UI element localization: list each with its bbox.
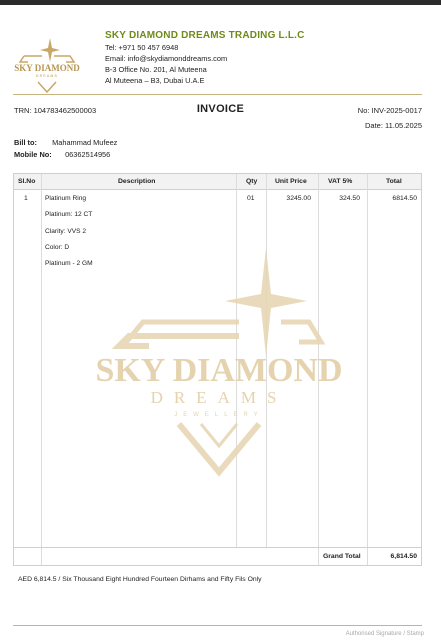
column-divider (367, 174, 368, 565)
watermark-text-tag: JEWELLERY (174, 412, 264, 418)
row-description-line: Platinum - 2 GM (45, 260, 93, 267)
header-description: Description (118, 178, 156, 185)
logo-text-main: SKY DIAMOND (14, 63, 80, 73)
row-description-line: Color: D (45, 244, 70, 251)
logo-text-sub: DREAMS (35, 74, 59, 78)
row-vat: 324.50 (339, 195, 360, 202)
header-vat: VAT 5% (328, 178, 353, 185)
company-address-line2: Al Muteena – B3, Dubai U.A.E (105, 76, 205, 85)
row-description-line: Platinum Ring (45, 195, 87, 202)
company-logo (14, 36, 80, 96)
invoice-title: INVOICE (196, 103, 245, 115)
trn-number: TRN: 104783462500003 (14, 106, 97, 115)
table-header (14, 174, 421, 190)
grand-total-value: 6,814.50 (390, 553, 417, 560)
row-total: 6814.50 (392, 195, 417, 202)
watermark-text-main: SKY DIAMOND (95, 352, 343, 389)
grand-total-row (14, 547, 421, 565)
mobile (14, 150, 110, 159)
footer-divider (13, 625, 422, 626)
row-unit-price: 3245.00 (286, 195, 311, 202)
invoice-number: No: INV-2025-0017 (357, 106, 422, 115)
row-description-line: Platinum: 12 CT (45, 211, 93, 218)
signature-label: Authorised Signature / Stamp (345, 631, 424, 637)
watermark-text-sub: DREAMS (150, 388, 288, 407)
row-qty: 01 (247, 195, 255, 202)
header-total: Total (386, 178, 402, 185)
company-name: SKY DIAMOND DREAMS TRADING L.L.C (105, 30, 305, 41)
column-divider (41, 174, 42, 565)
mobile-label: Mobile No: (14, 150, 52, 159)
company-address-line1: B-3 Office No. 201, Al Muteena (105, 65, 207, 74)
watermark-logo (95, 246, 343, 476)
top-bar (0, 0, 441, 5)
header-divider (13, 94, 422, 95)
mobile-value: 06362514956 (65, 150, 111, 159)
row-slno: 1 (24, 195, 28, 202)
header-qty: Qty (246, 178, 258, 185)
invoice-date: Date: 11.05.2025 (365, 121, 422, 130)
bill-to-value: Mahammad Mufeez (52, 138, 118, 147)
bill-to (14, 138, 117, 147)
items-table (13, 173, 422, 566)
company-tel: Tel: +971 50 457 6948 (105, 43, 179, 52)
header-unit-price: Unit Price (275, 178, 307, 185)
header-slno: Sl.No (18, 178, 36, 185)
grand-total-label: Grand Total (323, 553, 361, 560)
bill-to-label: Bill to: (14, 138, 37, 147)
company-email: Email: info@skydiamonddreams.com (105, 54, 228, 63)
row-description-line: Clarity: VVS 2 (45, 228, 87, 235)
amount-in-words: AED 6,814.5 / Six Thousand Eight Hundred Fourteen Dirhams and Fifty Fils Only (18, 576, 262, 583)
